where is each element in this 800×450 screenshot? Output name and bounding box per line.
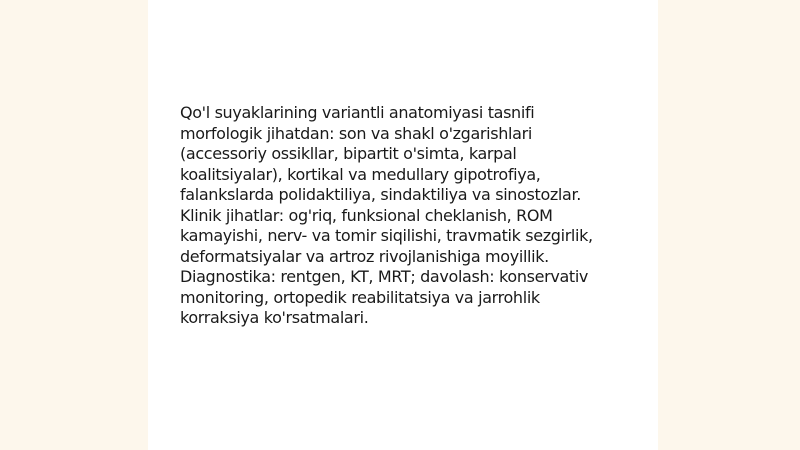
paragraph-line: (accessoriy ossikllar, bipartit o'simta, karpal [180, 144, 517, 163]
paragraph-line: korraksiya ko'rsatmalari. [180, 308, 369, 327]
paragraph-line: Diagnostika: rentgen, KT, MRT; davolash: konservativ [180, 267, 589, 286]
paragraph-line: monitoring, ortopedik reabilitatsiya va jarrohlik [180, 287, 540, 307]
paragraph-line: falankslarda polidaktiliya, sindaktiliya va sinostozlar. [180, 185, 581, 204]
paragraph-line: Klinik jihatlar: og'riq, funksional cheklanish, ROM [180, 205, 553, 225]
paragraph-line: koalitsiyalar), kortikal va medullary gipotrofiya, [180, 164, 541, 184]
document-paragraph [180, 103, 650, 329]
paragraph-line: kamayishi, nerv- va tomir siqilishi, travmatik sezgirlik, [180, 226, 593, 245]
document-page [148, 0, 658, 450]
paragraph-line: Qo'l suyaklarining variantli anatomiyasi tasnifi [180, 103, 535, 122]
paragraph-line: morfologik jihatdan: son va shakl o'zgarishlari [180, 123, 532, 143]
paragraph-line: deformatsiyalar va artroz rivojlanishiga moyillik. [180, 246, 549, 266]
